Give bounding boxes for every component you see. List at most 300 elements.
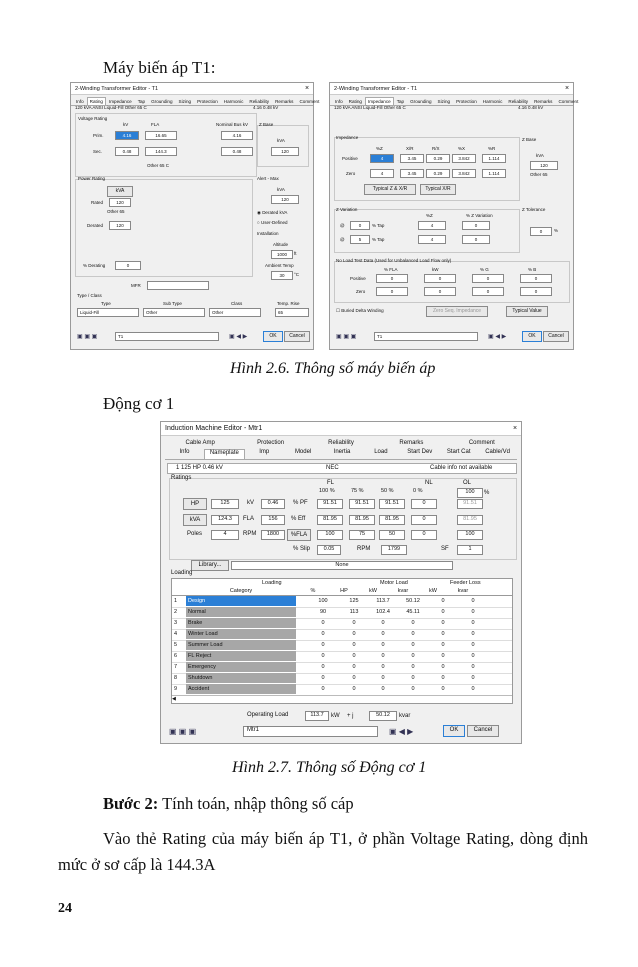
imp-col-header: X/R xyxy=(406,146,414,151)
tab-impedance[interactable]: Impedance xyxy=(108,99,132,104)
kvar-unit: kvar xyxy=(399,713,411,719)
pctfla-field[interactable]: 100 xyxy=(457,530,483,540)
eff-field[interactable]: 81.95 xyxy=(379,515,405,525)
prim-kv-input[interactable]: 4.16 xyxy=(115,131,139,140)
tab-harmonic[interactable]: Harmonic xyxy=(223,99,244,104)
tab-row-2 xyxy=(165,449,517,460)
tab-comment[interactable]: Comment xyxy=(299,99,320,104)
zbase-kva-label: kVA xyxy=(277,138,285,143)
window-title: 2-Winding Transformer Editor - T1 xyxy=(75,85,159,92)
tab-info[interactable]: Info xyxy=(335,99,343,104)
positive-3-field[interactable]: 3.842 xyxy=(452,154,476,163)
step-heading xyxy=(103,794,354,814)
positive-4-field[interactable]: 1.114 xyxy=(482,154,506,163)
zero-3-field[interactable]: 3.842 xyxy=(452,169,476,178)
cancel-button[interactable]: Cancel xyxy=(467,725,499,737)
pf-field[interactable]: 91.51 xyxy=(457,499,483,509)
kv-label: kV xyxy=(247,500,255,506)
hp-field[interactable]: 125 xyxy=(211,499,239,509)
nav-icons[interactable]: ▣ ◀ ▶ xyxy=(488,334,507,340)
zero-2-field[interactable]: 0.29 xyxy=(426,169,450,178)
pctfla-field[interactable]: 50 xyxy=(379,530,405,540)
nl-zero-field[interactable]: 0 xyxy=(376,287,408,296)
nominal-bus-label: Nominal Bus kV xyxy=(216,122,249,127)
kv-line: 4.16 0.48 kV xyxy=(518,105,544,110)
info-line: 120 kVA ANSI Liquid-Fill Other 65 C xyxy=(334,105,406,110)
zbase-group xyxy=(257,125,309,167)
type-select[interactable]: Liquid-Fill xyxy=(77,308,139,317)
tab-row-1 xyxy=(165,440,517,449)
row-number: 2 xyxy=(174,609,178,615)
zvariation-label: Z Variation xyxy=(336,207,358,212)
zero-0-field[interactable]: 4 xyxy=(370,169,394,178)
nl-zero-label: Zero xyxy=(356,289,366,294)
pct-z-label: %Z xyxy=(426,213,433,218)
pf-field[interactable]: 91.51 xyxy=(349,499,375,509)
row-value[interactable]: 0 xyxy=(352,686,356,692)
grid-col-header: % xyxy=(310,588,316,594)
row-value[interactable]: 102.4 xyxy=(376,609,390,615)
tab-protection[interactable]: Protection xyxy=(257,440,285,446)
prim-fla-field[interactable]: 16.65 xyxy=(145,131,177,140)
tab-start-cat[interactable]: Start Cat xyxy=(446,449,471,455)
cancel-button[interactable]: Cancel xyxy=(284,331,310,342)
rated-label: Rated xyxy=(91,200,104,205)
row-number: 9 xyxy=(174,686,178,692)
row-value[interactable]: 0 xyxy=(321,631,325,637)
tap2-z-field[interactable]: 4 xyxy=(418,235,446,244)
toolbar-icons[interactable]: ▣ ▣ ▣ xyxy=(336,334,357,340)
row-value[interactable]: 0 xyxy=(441,642,445,648)
positive-1-field[interactable]: 3.45 xyxy=(400,154,424,163)
tab-info[interactable]: Info xyxy=(179,449,190,455)
kva-button[interactable]: kVA xyxy=(107,186,133,197)
library-field[interactable]: None xyxy=(231,561,453,570)
window-titlebar xyxy=(161,422,521,436)
loading-label: Loading xyxy=(171,570,193,576)
tab-comment[interactable]: Comment xyxy=(558,99,579,104)
ol-label: OL xyxy=(463,480,472,486)
toolbar-icons[interactable]: ▣ ▣ ▣ xyxy=(77,334,98,340)
row-category[interactable]: Accident xyxy=(186,684,296,694)
tab-start-dev[interactable]: Start Dev xyxy=(407,449,433,455)
row-value[interactable]: 0 xyxy=(321,620,325,626)
zbase-kva-field[interactable]: 120 xyxy=(271,147,299,156)
rated-field[interactable]: 120 xyxy=(109,198,131,207)
close-icon[interactable]: × xyxy=(304,85,310,92)
tab-remarks[interactable]: Remarks xyxy=(534,99,553,104)
info-line: 120 kVA ANSI Liquid-Fill Other 65 C xyxy=(75,105,147,110)
tab-protection[interactable]: Protection xyxy=(456,99,477,104)
sf-label: SF xyxy=(441,546,449,552)
positive-0-field[interactable]: 4 xyxy=(370,154,394,163)
altitude-field[interactable]: 1000 xyxy=(271,250,293,259)
hp-button[interactable]: HP xyxy=(183,498,207,510)
nl-positive-field[interactable]: 0 xyxy=(472,274,504,283)
zbase-kva-label: kVA xyxy=(536,153,544,158)
heading-transformer: Máy biến áp T1: xyxy=(103,58,216,77)
row-value[interactable]: 0 xyxy=(441,620,445,626)
ztol-field[interactable]: 0 xyxy=(530,227,552,236)
ol-field[interactable]: 100 xyxy=(457,488,483,498)
row-value[interactable]: 0 xyxy=(352,631,356,637)
eff-field[interactable]: 0 xyxy=(411,515,437,525)
ok-button[interactable]: OK xyxy=(263,331,283,342)
row-category[interactable]: Shutdown xyxy=(186,673,296,683)
page-number: 24 xyxy=(58,901,72,916)
tab-cable-amp[interactable]: Cable Amp xyxy=(185,440,215,446)
grid-col-header: Category xyxy=(229,588,253,594)
tab-rating[interactable]: Rating xyxy=(348,99,362,104)
row-value[interactable]: 0 xyxy=(441,631,445,637)
tap1-label: % Tap xyxy=(372,223,385,228)
row-value[interactable]: 0 xyxy=(441,653,445,659)
kv-line: 4.16 0.48 kV xyxy=(253,105,279,110)
pctfla-button[interactable]: %FLA xyxy=(287,529,311,541)
induction-machine-editor-window xyxy=(160,421,522,744)
slip-label: % Slip xyxy=(293,546,311,552)
caption-fig27: Hình 2.7. Thông số Động cơ 1 xyxy=(232,759,427,776)
row-value[interactable]: 0 xyxy=(441,609,445,615)
id-select[interactable]: Mtr1 xyxy=(243,726,378,737)
tab-imp[interactable]: Imp xyxy=(259,449,270,455)
pctfla-field[interactable]: 75 xyxy=(349,530,375,540)
temprise-label: Temp. Rise xyxy=(277,301,300,306)
sec-kv-input[interactable]: 0.48 xyxy=(115,147,139,156)
kv-field[interactable]: 0.46 xyxy=(261,499,285,509)
tab-nameplate[interactable]: Nameplate xyxy=(204,449,245,459)
library-button[interactable]: Library... xyxy=(191,560,229,571)
row-number: 5 xyxy=(174,642,178,648)
typical-value-button[interactable]: Typical Value xyxy=(506,306,548,317)
poles-label: Poles xyxy=(187,531,203,537)
tab-remarks[interactable]: Remarks xyxy=(399,440,424,446)
nl-col-header: % G xyxy=(480,267,489,272)
tap2-v-field[interactable]: 0 xyxy=(462,235,490,244)
derated-field[interactable]: 120 xyxy=(109,221,131,230)
row-value[interactable]: 0 xyxy=(441,598,445,604)
row-value[interactable]: 0 xyxy=(411,631,415,637)
id-select[interactable]: T1 xyxy=(115,332,219,341)
mfr-field[interactable] xyxy=(147,281,209,290)
row-value[interactable]: 0 xyxy=(321,653,325,659)
fla-col-label: FLA xyxy=(151,122,160,127)
tap2-label: % Tap xyxy=(372,237,385,242)
row-value[interactable]: 0 xyxy=(381,664,385,670)
id-select[interactable]: T1 xyxy=(374,332,478,341)
sec-label: Sec. xyxy=(93,149,103,154)
tab-reliability[interactable]: Reliability xyxy=(508,99,529,104)
prim-bus-field[interactable]: 4.16 xyxy=(221,131,253,140)
tab-harmonic[interactable]: Harmonic xyxy=(482,99,503,104)
plus-j-label: + j xyxy=(347,713,354,719)
kv-col-label: kV xyxy=(123,122,129,127)
ztol-unit: % xyxy=(554,228,559,233)
row-value[interactable]: 0 xyxy=(381,675,385,681)
derated-kva-radio[interactable]: ◉ Derated kVA xyxy=(257,210,288,215)
cancel-button[interactable]: Cancel xyxy=(543,331,569,342)
row-number: 7 xyxy=(174,664,178,670)
row-value[interactable]: 0 xyxy=(352,642,356,648)
tap2-at: @ xyxy=(340,237,345,242)
close-icon[interactable]: × xyxy=(564,85,570,92)
info-bar xyxy=(167,463,517,474)
pct-derating-field[interactable]: 0 xyxy=(115,261,141,270)
nav-icons[interactable]: ▣ ◀ ▶ xyxy=(389,727,414,736)
eff-field[interactable]: 81.95 xyxy=(457,515,483,525)
nl-label: NL xyxy=(425,480,433,486)
tab-grounding[interactable]: Grounding xyxy=(151,99,173,104)
heading-motor: Động cơ 1 xyxy=(103,394,175,413)
buried-delta-checkbox[interactable]: ☐ Buried Delta Winding xyxy=(336,308,384,313)
alert-label: Alert - Max xyxy=(257,176,279,181)
noload-label: No Load Test Data (Used for Unbalanced Load Flow only) xyxy=(336,258,452,263)
zbase-label: Z Base xyxy=(522,137,537,142)
grid-col-header: kW xyxy=(369,588,377,594)
row-value[interactable]: 0 xyxy=(411,675,415,681)
poles-field[interactable]: 4 xyxy=(211,530,239,540)
row-value[interactable]: 0 xyxy=(441,686,445,692)
row-number: 1 xyxy=(174,598,178,604)
eff-field[interactable]: 81.95 xyxy=(349,515,375,525)
tab-model[interactable]: Model xyxy=(294,449,312,455)
grp-feeder: Feeder Loss xyxy=(450,580,481,586)
zero-seq-button[interactable]: Zero Seq. Impedance xyxy=(426,306,488,317)
zbase-kva-field[interactable]: 120 xyxy=(530,161,558,170)
row-value[interactable]: 0 xyxy=(471,620,475,626)
tap1-at-field[interactable]: 0 xyxy=(350,221,370,230)
row-value[interactable]: 113.7 xyxy=(376,598,390,604)
tab-tap[interactable]: Tap xyxy=(137,99,146,104)
eff-label: % Eff xyxy=(291,516,306,522)
pf-field[interactable]: 91.51 xyxy=(379,499,405,509)
alert-kva-label: kVA xyxy=(277,187,285,192)
row-category[interactable]: Design xyxy=(186,596,296,606)
nl-positive-label: Positive xyxy=(350,276,366,281)
rpm2-field[interactable]: 1799 xyxy=(381,545,407,555)
row-value[interactable]: 0 xyxy=(441,675,445,681)
tab-remarks[interactable]: Remarks xyxy=(275,99,294,104)
type-class-label: Type / Class xyxy=(77,293,102,298)
typical-xr-button[interactable]: Typical X/R xyxy=(420,184,456,195)
pctfla-field[interactable]: 100 xyxy=(317,530,343,540)
altitude-label: Altitude xyxy=(273,242,289,247)
slip-field[interactable]: 0.05 xyxy=(317,545,341,555)
transformer-editor-impedance-window xyxy=(329,82,579,350)
nl-positive-field[interactable]: 0 xyxy=(376,274,408,283)
pf-label: % PF xyxy=(293,500,308,506)
row-value[interactable]: 0 xyxy=(471,609,475,615)
grid-col-header: kW xyxy=(429,588,437,594)
eff-field[interactable]: 81.95 xyxy=(317,515,343,525)
class-select[interactable]: Other xyxy=(209,308,261,317)
impedance-label: Impedance xyxy=(336,135,359,140)
tab-impedance[interactable]: Impedance xyxy=(365,97,394,105)
class-label: Class xyxy=(231,301,243,306)
tab-grounding[interactable]: Grounding xyxy=(410,99,432,104)
row-number: 3 xyxy=(174,620,178,626)
row-number: 6 xyxy=(174,653,178,659)
caption-fig26: Hình 2.6. Thông số máy biến áp xyxy=(230,360,436,377)
rpm-label: RPM xyxy=(243,531,257,537)
row-value[interactable]: 125 xyxy=(349,598,359,604)
sec-bus-field[interactable]: 0.48 xyxy=(221,147,253,156)
row-value[interactable]: 0 xyxy=(411,642,415,648)
row-category[interactable]: Winter Load xyxy=(186,629,296,639)
user-defined-radio[interactable]: ○ User-Defined xyxy=(257,220,288,225)
row-value[interactable]: 0 xyxy=(441,664,445,670)
typical-z-xr-button[interactable]: Typical Z & X/R xyxy=(364,184,416,195)
row-value[interactable]: 0 xyxy=(411,686,415,692)
row-category[interactable]: FL Reject xyxy=(186,651,296,661)
mfr-label: MFR xyxy=(131,283,141,288)
tab-comment[interactable]: Comment xyxy=(468,440,495,446)
tap1-z-field[interactable]: 4 xyxy=(418,221,446,230)
ratings-label: Ratings xyxy=(171,475,192,481)
pctfla-field[interactable]: 0 xyxy=(411,530,437,540)
row-value[interactable]: 0 xyxy=(352,653,356,659)
row-value[interactable]: 0 xyxy=(471,598,475,604)
tab-rating[interactable]: Rating xyxy=(87,97,106,105)
toolbar-icons[interactable]: ▣ ▣ ▣ xyxy=(169,727,197,736)
fla-field[interactable]: 156 xyxy=(261,515,285,525)
grp-motor: Motor Load xyxy=(380,580,408,586)
close-icon[interactable]: × xyxy=(512,425,518,432)
pf-field[interactable]: 0 xyxy=(411,499,437,509)
ok-button[interactable]: OK xyxy=(522,331,542,342)
info-line: 1 125 HP 0.46 kV xyxy=(176,465,223,471)
other65b-label: Other 65 xyxy=(107,209,125,214)
nec-label: NEC xyxy=(326,465,339,471)
row-value[interactable]: 0 xyxy=(321,675,325,681)
tab-sizing[interactable]: Sizing xyxy=(178,99,192,104)
row-category[interactable]: Brake xyxy=(186,618,296,628)
row-category[interactable]: Summer Load xyxy=(186,640,296,650)
nl-col-header: % FLA xyxy=(384,267,398,272)
loading-grid xyxy=(171,578,513,704)
tap1-v-field[interactable]: 0 xyxy=(462,221,490,230)
row-value[interactable]: 0 xyxy=(471,642,475,648)
ok-button[interactable]: OK xyxy=(443,725,465,737)
row-value[interactable]: 0 xyxy=(321,642,325,648)
tap2-at-field[interactable]: 5 xyxy=(350,235,370,244)
ambient-field[interactable]: 30 xyxy=(271,271,293,280)
nl-zero-field[interactable]: 0 xyxy=(424,287,456,296)
pct-z-variation-label: % Z Variation xyxy=(466,213,493,218)
imp-col-header: %X xyxy=(458,146,466,151)
nav-icons[interactable]: ▣ ◀ ▶ xyxy=(229,334,248,340)
ol-unit: % xyxy=(484,490,490,496)
kva-button[interactable]: kVA xyxy=(183,514,207,526)
nl-positive-field[interactable]: 0 xyxy=(520,274,552,283)
row-value[interactable]: 0 xyxy=(352,620,356,626)
nl-positive-field[interactable]: 0 xyxy=(424,274,456,283)
row-value[interactable]: 0 xyxy=(411,620,415,626)
alert-kva-field[interactable]: 120 xyxy=(271,195,299,204)
row-value[interactable]: 0 xyxy=(352,664,356,670)
nl-zero-field[interactable]: 0 xyxy=(472,287,504,296)
rpm-field[interactable]: 1800 xyxy=(261,530,285,540)
row-category[interactable]: Emergency xyxy=(186,662,296,672)
op-kw-field: 113.7 xyxy=(305,711,329,721)
row-value[interactable]: 0 xyxy=(411,653,415,659)
row-value[interactable]: 0 xyxy=(381,686,385,692)
row-value[interactable]: 0 xyxy=(381,631,385,637)
horizontal-scrollbar[interactable]: ◀ xyxy=(172,695,512,703)
installation-label: Installation xyxy=(257,231,279,236)
window-title: Induction Machine Editor - Mtr1 xyxy=(165,425,263,432)
pct-header: 75 % xyxy=(351,488,364,494)
prim-label: Prim. xyxy=(93,133,104,138)
tab-reliability[interactable]: Reliability xyxy=(328,440,354,446)
imp-col-header: %Z xyxy=(376,146,383,151)
row-number: 8 xyxy=(174,675,178,681)
fl-label: FL xyxy=(327,480,335,486)
tab-protection[interactable]: Protection xyxy=(197,99,218,104)
ambient-unit: °C xyxy=(294,272,300,277)
zero-1-field[interactable]: 3.45 xyxy=(400,169,424,178)
row-value[interactable]: 0 xyxy=(381,642,385,648)
operating-load-label: Operating Load xyxy=(247,712,289,718)
temprise-select[interactable]: 65 xyxy=(275,308,309,317)
sec-fla-field[interactable]: 144.3 xyxy=(145,147,177,156)
tab-cable-vd[interactable]: Cable/Vd xyxy=(485,449,510,455)
positive-2-field[interactable]: 0.29 xyxy=(426,154,450,163)
row-value[interactable]: 0 xyxy=(411,664,415,670)
tab-info[interactable]: Info xyxy=(76,99,84,104)
nl-col-header: kW xyxy=(432,267,439,272)
zero-label: Zero xyxy=(346,171,356,176)
altitude-unit: ft xyxy=(294,251,297,256)
tab-tap[interactable]: Tap xyxy=(396,99,405,104)
zero-4-field[interactable]: 1.114 xyxy=(482,169,506,178)
row-value[interactable]: 0 xyxy=(381,620,385,626)
derated-label: Derated xyxy=(87,223,104,228)
tab-load[interactable]: Load xyxy=(374,449,388,455)
cable-info: Cable info not available xyxy=(430,465,493,471)
sf-field[interactable]: 1 xyxy=(457,545,483,555)
row-value[interactable]: 0 xyxy=(352,675,356,681)
rpm2-label: RPM xyxy=(357,546,371,552)
nl-zero-field[interactable]: 0 xyxy=(520,287,552,296)
pf-field[interactable]: 91.51 xyxy=(317,499,343,509)
tab-reliability[interactable]: Reliability xyxy=(249,99,270,104)
row-value[interactable]: 0 xyxy=(471,653,475,659)
row-number: 4 xyxy=(174,631,178,637)
tab-sizing[interactable]: Sizing xyxy=(437,99,451,104)
grid-col-header: kvar xyxy=(457,588,469,594)
subtype-label: Sub Type xyxy=(163,301,182,306)
row-value[interactable]: 90 xyxy=(319,609,327,615)
row-value[interactable]: 0 xyxy=(471,664,475,670)
tab-inertia[interactable]: Inertia xyxy=(333,449,351,455)
row-value[interactable]: 50.12 xyxy=(406,598,420,604)
row-value[interactable]: 0 xyxy=(321,664,325,670)
row-value[interactable]: 0 xyxy=(321,686,325,692)
row-value[interactable]: 113 xyxy=(349,609,359,615)
kva-field[interactable]: 124.3 xyxy=(211,515,239,525)
row-value[interactable]: 100 xyxy=(318,598,328,604)
window-title: 2-Winding Transformer Editor - T1 xyxy=(334,85,418,92)
row-category[interactable]: Normal xyxy=(186,607,296,617)
row-value[interactable]: 0 xyxy=(381,653,385,659)
row-value[interactable]: 45.11 xyxy=(406,609,420,615)
row-value[interactable]: 0 xyxy=(471,631,475,637)
row-value[interactable]: 0 xyxy=(471,675,475,681)
row-value[interactable]: 0 xyxy=(471,686,475,692)
pct-header: 0 % xyxy=(413,488,423,494)
subtype-select[interactable]: Other xyxy=(143,308,205,317)
